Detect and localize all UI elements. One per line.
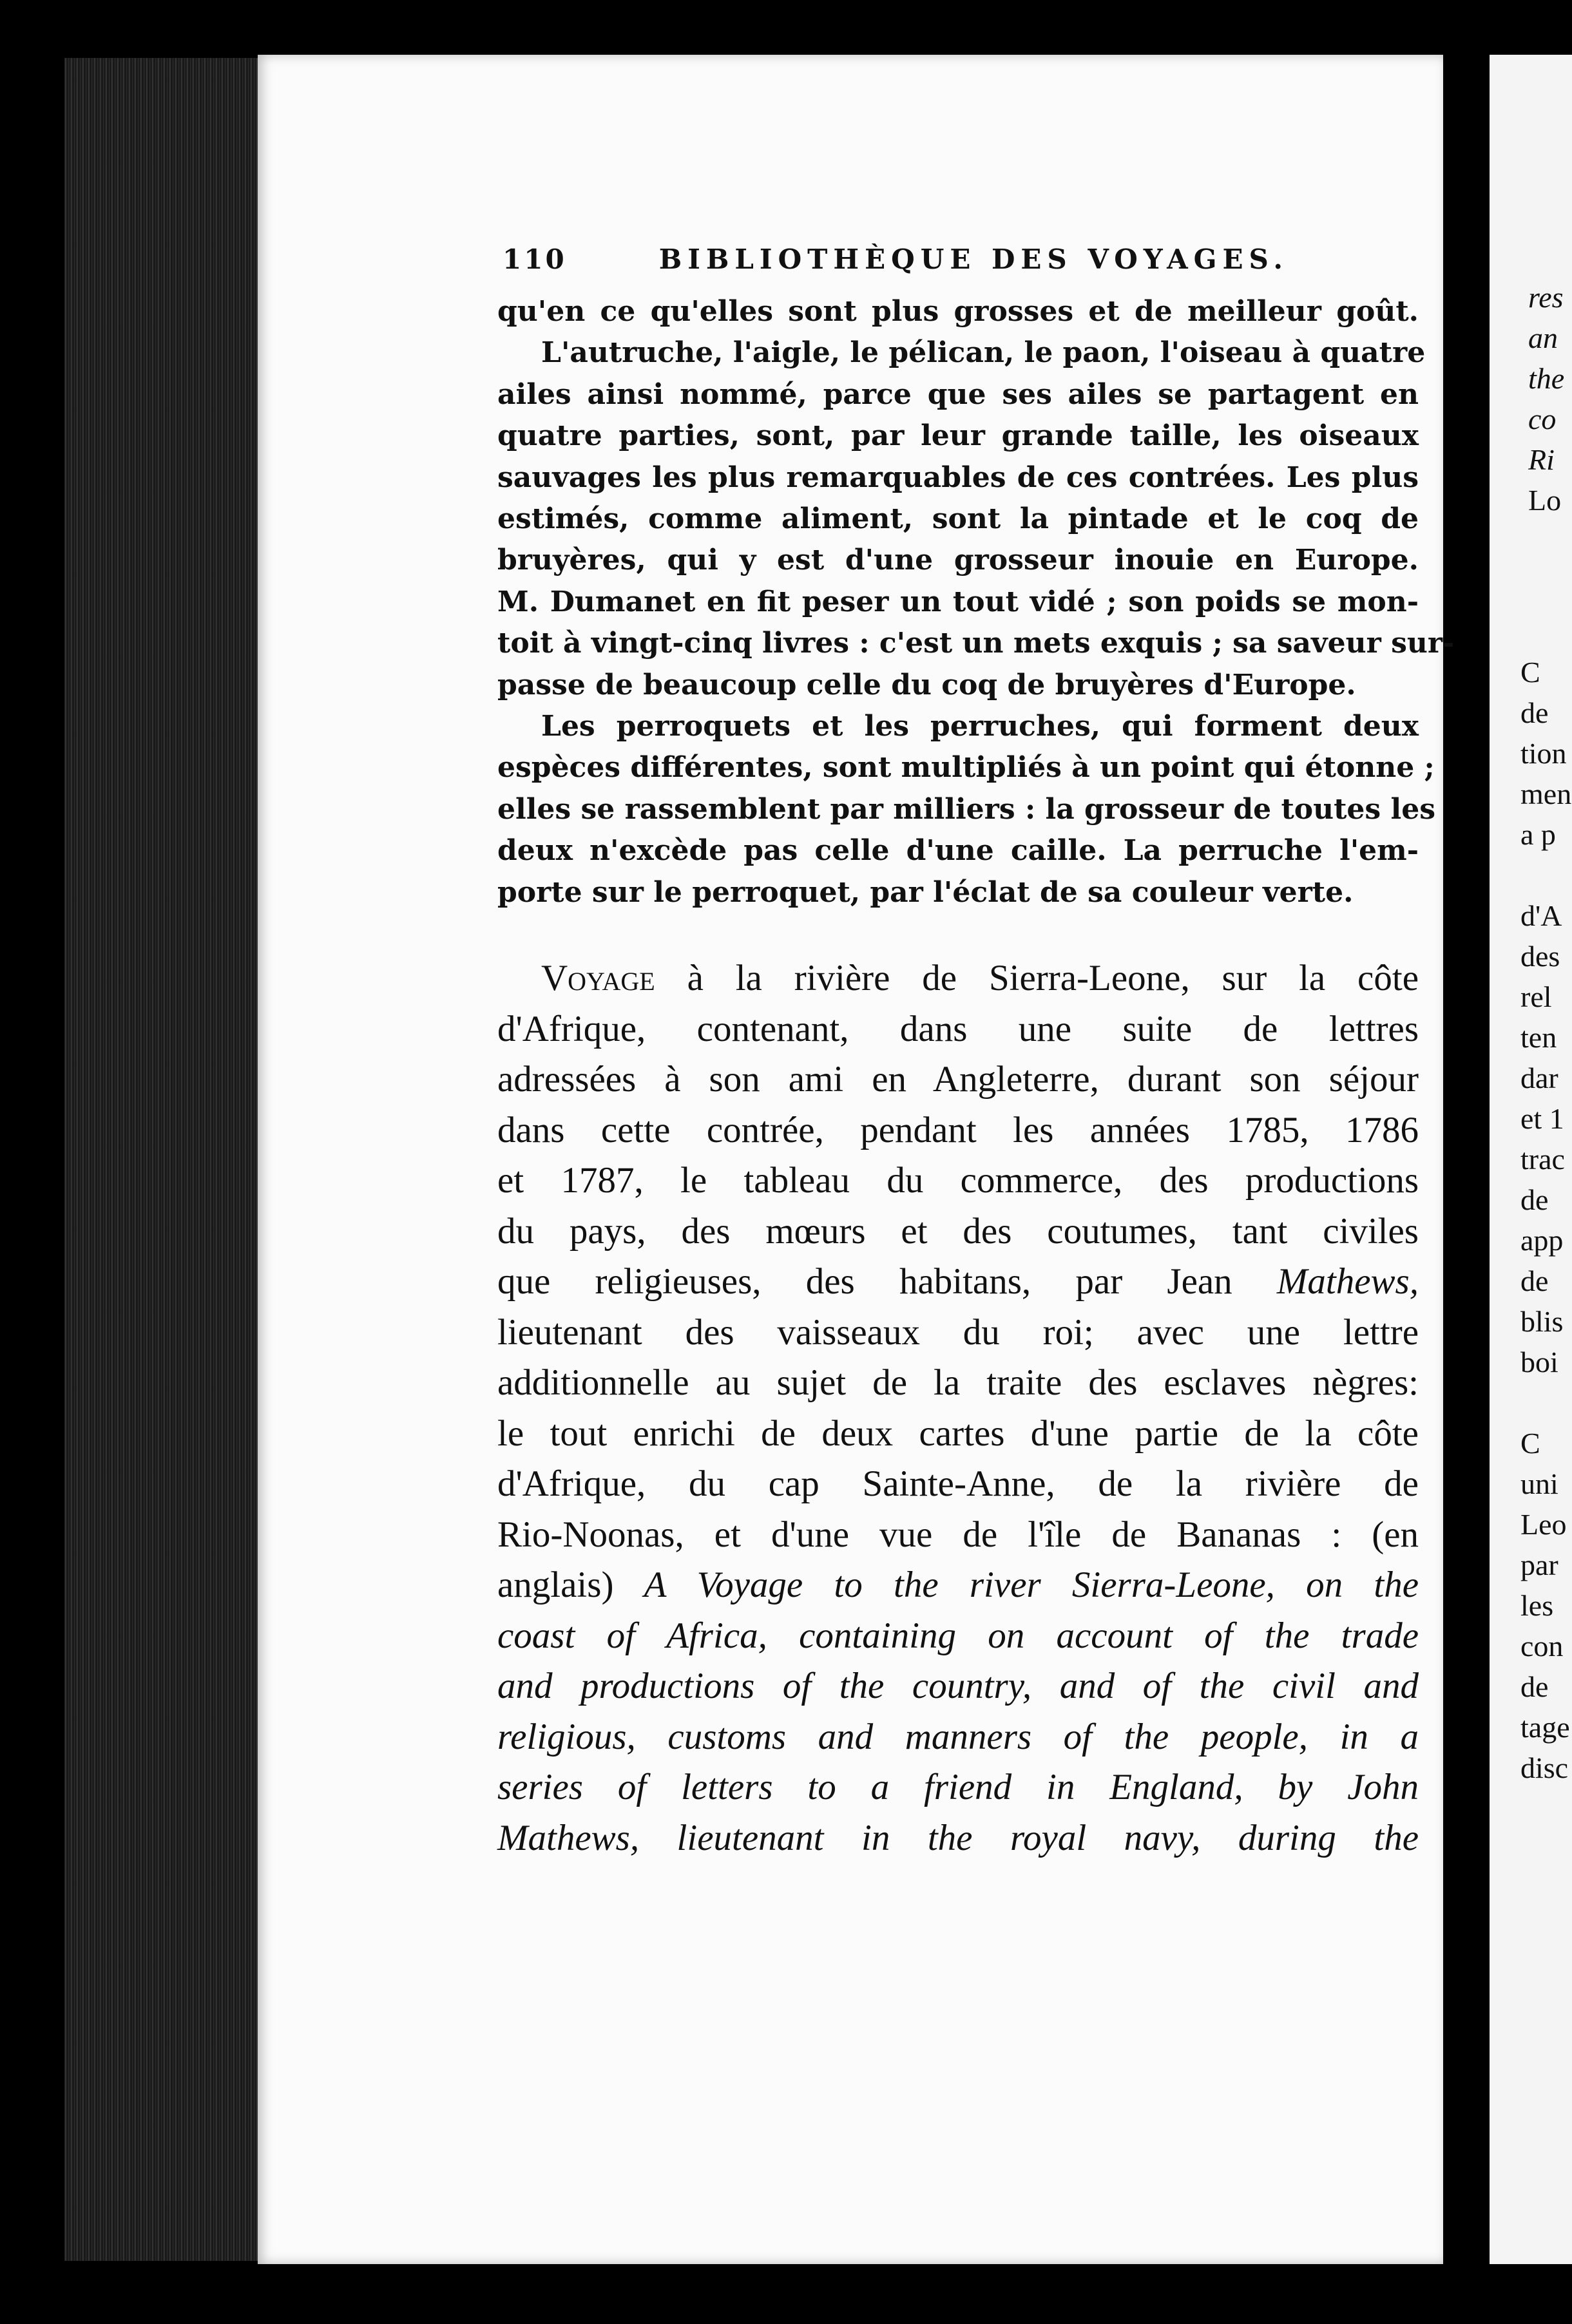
text-line: religious, customs and manners of the people, in a (497, 1716, 1419, 1757)
text-line: qu'en ce qu'elles sont plus grosses et de meilleur goût. (497, 295, 1419, 328)
fragment-line: uni (1520, 1467, 1558, 1500)
fragment-line: ten (1520, 1021, 1557, 1054)
english-title: A Voyage to the river Sierra-Leone, on the (613, 1565, 1419, 1605)
text-line: L'autruche, l'aigle, le pélican, le paon, l'oiseau à quatre (541, 336, 1426, 370)
fragment-line: blis (1520, 1305, 1564, 1338)
text-line: quatre parties, sont, par leur grande taille, les oiseaux (497, 419, 1419, 453)
section-birds (497, 291, 1455, 913)
fragment-line: et 1 (1520, 1102, 1564, 1135)
book-spine-edge (64, 58, 258, 2261)
fragment-line: tion (1520, 737, 1567, 770)
entry-heading-word: Voyage (541, 958, 655, 998)
text-line: porte sur le perroquet, par l'éclat de sa couleur verte. (497, 875, 1354, 909)
text-line: M. Dumanet en fit peser un tout vidé ; son poids se mon- (497, 585, 1419, 618)
text-line: le tout enrichi de deux cartes d'une partie de la côte (497, 1413, 1419, 1454)
fragment-line: res (1528, 281, 1564, 314)
text-line: Les perroquets et les perruches, qui forment deux (541, 710, 1419, 743)
text-line: Mathews, lieutenant in the royal navy, during the (497, 1817, 1419, 1858)
fragment-line: Ri (1528, 443, 1555, 476)
text-line: elles se rassemblent par milliers : la grosseur de toutes les (497, 792, 1435, 826)
fragment-line: boi (1520, 1346, 1558, 1378)
text-line: and productions of the country, and of the civil and (497, 1666, 1419, 1706)
fragment-line (1520, 855, 1572, 895)
text-line: Voyage à la rivière de Sierra-Leone, sur la côte (541, 958, 1419, 998)
fragment-line: tage (1520, 1711, 1570, 1744)
fragment-line: de (1520, 1670, 1549, 1703)
fragment-line: de (1520, 1183, 1549, 1216)
text-line: anglais) A Voyage to the river Sierra-Leone, on the (497, 1565, 1419, 1605)
fragment-line: con (1520, 1630, 1564, 1662)
fragment-line: les (1520, 1589, 1554, 1622)
fragment-line: app (1520, 1224, 1564, 1257)
fragment-line: the (1528, 362, 1565, 395)
text-line: espèces différentes, sont multipliés à un point qui étonne ; (497, 751, 1435, 785)
text-line: dans cette contrée, pendant les années 1785, 1786 (497, 1109, 1419, 1150)
section-voyage-entry (497, 953, 1419, 1863)
fragment-line: an (1528, 321, 1558, 354)
fragment-line: Lo (1528, 484, 1562, 517)
text-line: coast of Africa, containing on account of the trade (497, 1615, 1419, 1656)
fragment-line: disc (1520, 1751, 1569, 1784)
text-line: d'Afrique, du cap Sainte-Anne, de la rivière de (497, 1463, 1419, 1504)
adjacent-page-top-fragments (1528, 277, 1572, 520)
fragment-line: d'A (1520, 899, 1562, 932)
text-line: deux n'excède pas celle d'une caille. La perruche l'em- (497, 834, 1419, 868)
page-number: 110 (503, 243, 567, 275)
text-line: sauvages les plus remarquables de ces contrées. Les plus (497, 461, 1419, 494)
text-line: adressées à son ami en Angleterre, durant son séjour (497, 1059, 1419, 1100)
text-line: toit à vingt-cinq livres : c'est un mets exquis ; sa saveur sur- (497, 627, 1455, 660)
fragment-line: de (1520, 696, 1549, 729)
fragment-line: co (1528, 403, 1557, 435)
text-line: lieutenant des vaisseaux du roi; avec une lettre (497, 1311, 1419, 1353)
scan-border (0, 2264, 1572, 2324)
fragment-line: par (1520, 1548, 1558, 1581)
fragment-line: des (1520, 940, 1560, 973)
fragment-line: C (1520, 656, 1540, 689)
fragment-line: dar (1520, 1062, 1558, 1094)
text-line: d'Afrique, contenant, dans une suite de lettres (497, 1008, 1419, 1049)
adjacent-page-bottom-fragments (1520, 652, 1572, 1788)
text-line: additionnelle au sujet de la traite des esclaves nègres: (497, 1362, 1419, 1403)
text-line: Rio-Noonas, et d'une vue de l'île de Bananas : (en (497, 1514, 1419, 1555)
running-title: BIBLIOTHÈQUE DES VOYAGES. (658, 243, 1289, 275)
text-line: que religieuses, des habitans, par Jean Mathews, (497, 1261, 1419, 1302)
text-line: passe de beaucoup celle du coq de bruyères d'Europe. (497, 668, 1356, 701)
fragment-line: Leo (1520, 1508, 1567, 1541)
fragment-line: a p (1520, 818, 1556, 851)
text-line: et 1787, le tableau du commerce, des productions (497, 1160, 1419, 1201)
fragment-line: C (1520, 1427, 1540, 1460)
fragment-line: men (1520, 777, 1572, 810)
running-head (503, 243, 1289, 275)
fragment-line: trac (1520, 1143, 1565, 1176)
fragment-line: de (1520, 1264, 1549, 1297)
author-name: Mathews, (1276, 1261, 1419, 1302)
fragment-line (1520, 1382, 1572, 1423)
text-line: du pays, des mœurs et des coutumes, tant civiles (497, 1210, 1419, 1252)
fragment-line: rel (1520, 980, 1552, 1013)
text-line: ailes ainsi nommé, parce que ses ailes se partagent en (497, 377, 1419, 411)
text-line: estimés, comme aliment, sont la pintade et le coq de (497, 502, 1419, 536)
text-line: bruyères, qui y est d'une grosseur inouie en Europe. (497, 544, 1419, 577)
text-line: series of letters to a friend in England, by John (497, 1767, 1419, 1807)
